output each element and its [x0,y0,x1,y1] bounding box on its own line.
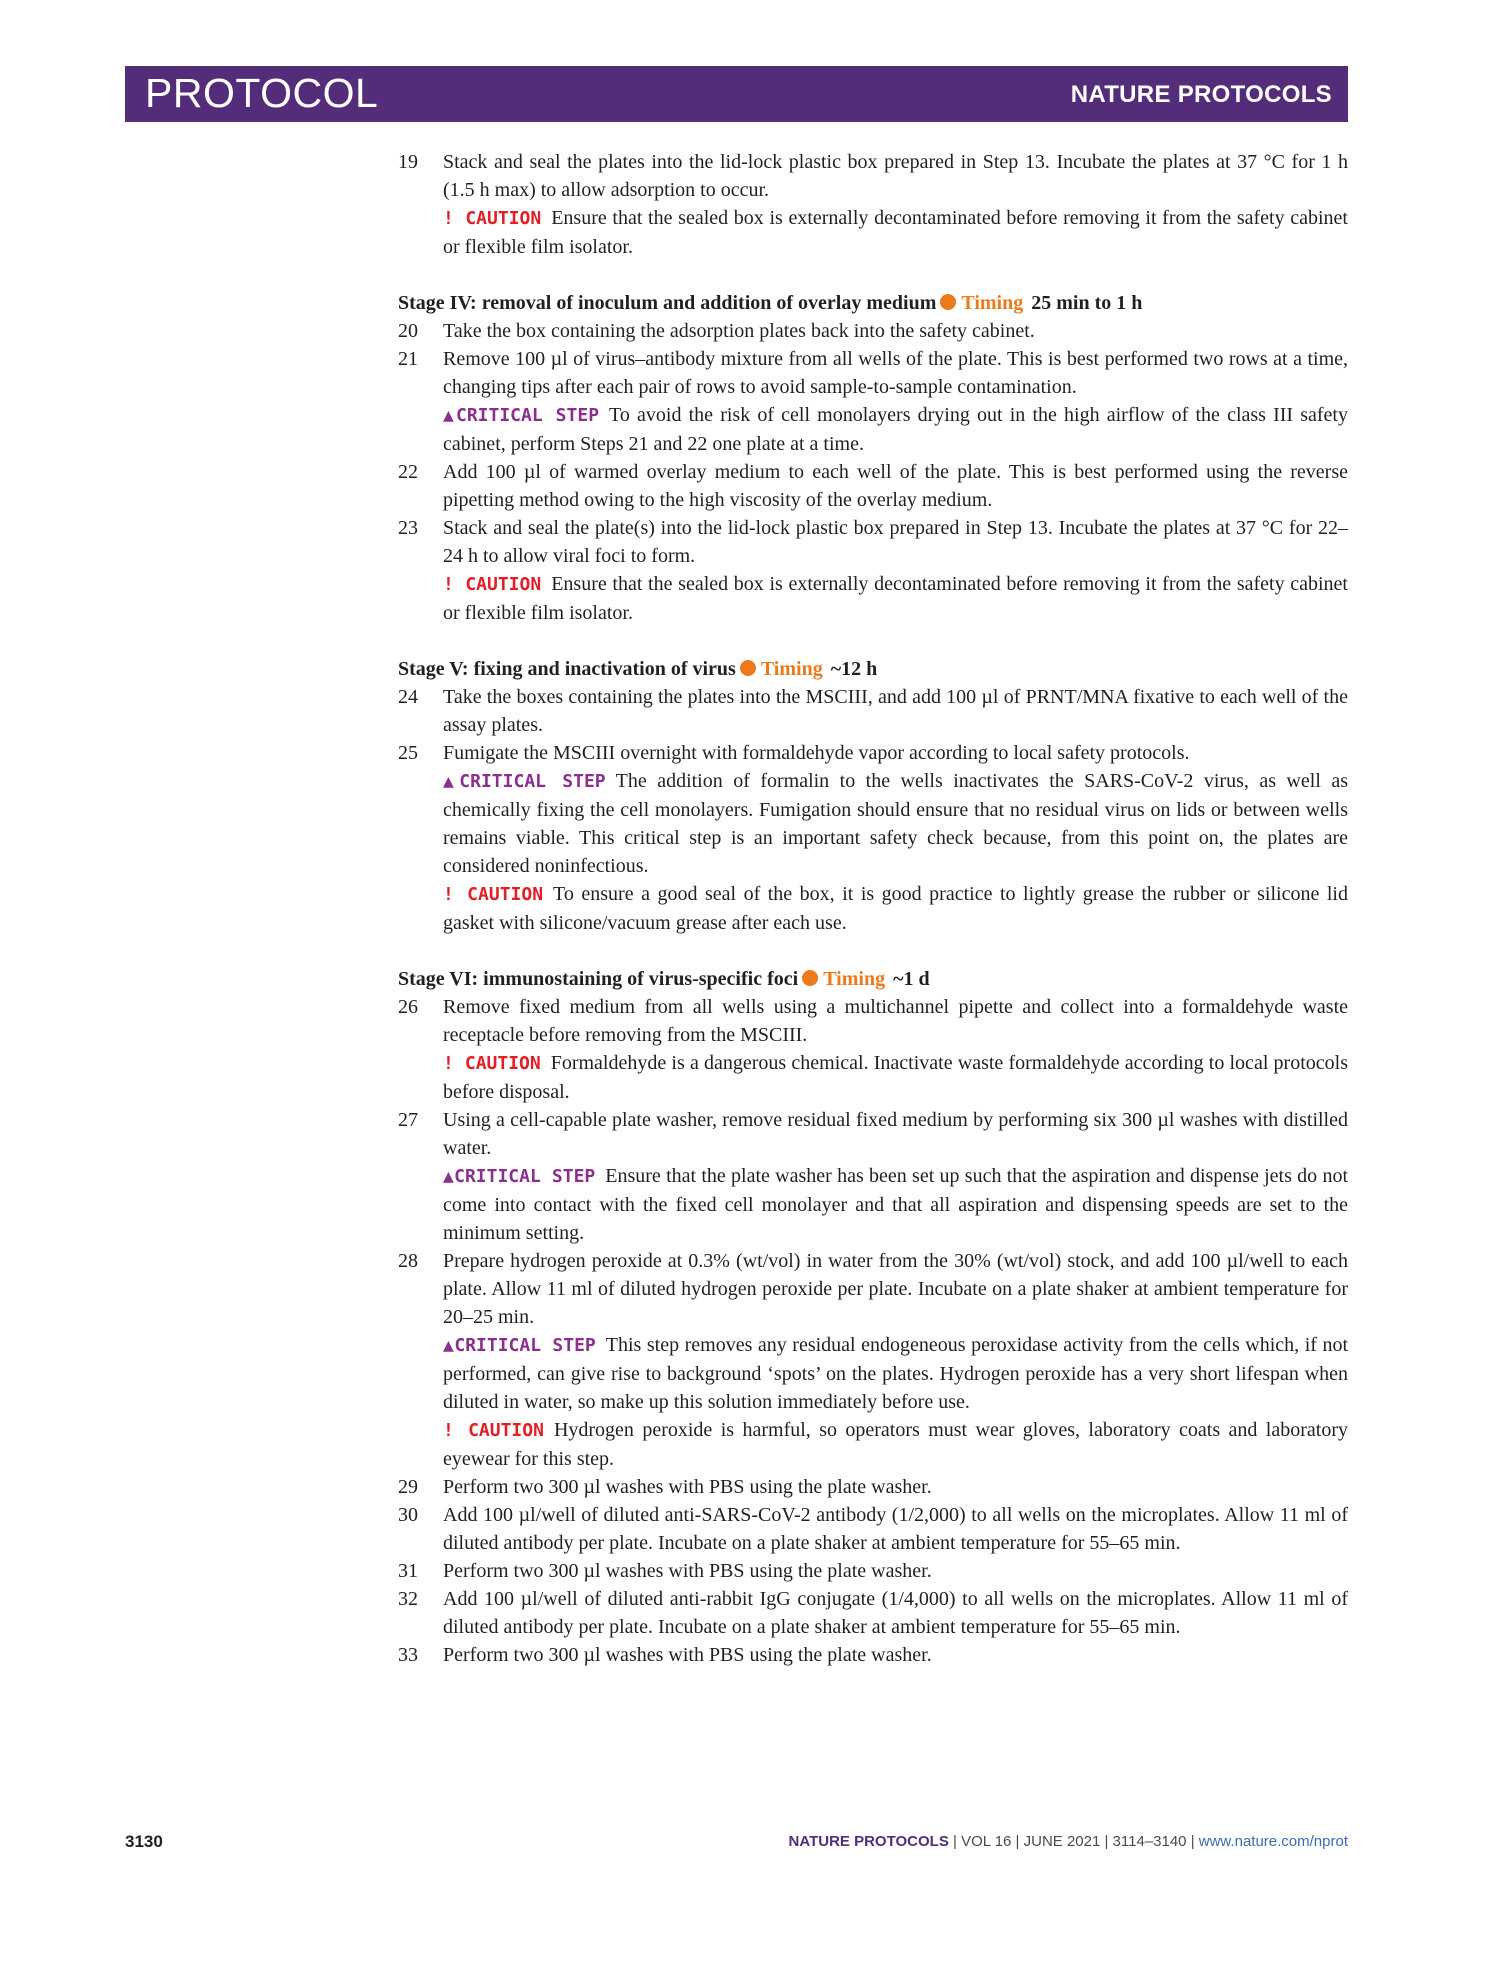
step-33 [398,1641,1348,1669]
caution-note [443,880,1348,937]
stage-title: Stage IV: removal of inoculum and addition of overlay medium [398,292,937,314]
step-text: Stack and seal the plates into the lid-lock plastic box prepared in Step 13. Incubate the plates at 37 °C for 1 h (1.5 h max) to allow adsorption to occur. [443,151,1348,201]
timing-label: Timing [961,292,1024,314]
stage-duration: ~1 d [893,968,930,990]
caution-label: ! CAUTION [443,884,544,905]
footer-url-link[interactable]: www.nature.com/nprot [1198,1833,1348,1850]
step-text: Using a cell-capable plate washer, remove residual fixed medium by performing six 300 µl washes with distilled water. [443,1109,1348,1159]
step-text: Stack and seal the plate(s) into the lid-lock plastic box prepared in Step 13. Incubate the plates at 37 °C for 22–24 h to allow viral foci to form. [443,517,1348,567]
footer-journal: NATURE PROTOCOLS [788,1833,949,1850]
step-text: Prepare hydrogen peroxide at 0.3% (wt/vol) in water from the 30% (wt/vol) stock, and add 100 µl/well to each plate. Allow 11 ml of diluted hydrogen peroxide per plate. Incubate on a plate shaker at ambient temperature for 20–25 min. [443,1250,1348,1328]
step-text: Add 100 µl of warmed overlay medium to each well of the plate. This is best performed using the reverse pipetting method owing to the high viscosity of the overlay medium. [443,461,1348,511]
critical-note [443,401,1348,458]
step-number: 20 [398,320,418,342]
caution-text: Formaldehyde is a dangerous chemical. Inactivate waste formaldehyde according to local protocols before disposal. [443,1052,1348,1103]
step-25 [398,739,1348,767]
step-text: Perform two 300 µl washes with PBS using the plate washer. [443,1560,932,1582]
step-text: Perform two 300 µl washes with PBS using the plate washer. [443,1476,932,1498]
step-number: 30 [398,1504,418,1526]
step-text: Add 100 µl/well of diluted anti-rabbit IgG conjugate (1/4,000) to all wells on the microplates. Allow 11 ml of diluted antibody per plate. Incubate on a plate shaker at ambient temperature for 55–65 min. [443,1588,1348,1638]
step-30 [398,1501,1348,1557]
stage-heading [398,655,1348,683]
caution-note [443,570,1348,627]
step-number: 24 [398,686,418,708]
stage-title: Stage V: fixing and inactivation of virus [398,658,736,680]
critical-text: This step removes any residual endogeneous peroxidase activity from the cells which, if not performed, can give rise to background ‘spots’ on the plates. Hydrogen peroxide has a very short lifespan when diluted in water, so make up this solution immediately before use. [443,1334,1348,1413]
journal-name: NATURE PROTOCOLS [1070,81,1332,108]
step-text: Add 100 µl/well of diluted anti-SARS-CoV-2 antibody (1/2,000) to all wells on the microplates. Allow 11 ml of diluted antibody per plate. Incubate on a plate shaker at ambient temperature for 55–65 min. [443,1504,1348,1554]
critical-text: Ensure that the plate washer has been set up such that the aspiration and dispense jets do not come into contact with the fixed cell monolayer and that all aspiration and dispensing speeds are set to the minimum setting. [443,1165,1348,1244]
step-number: 31 [398,1560,418,1582]
critical-label: ▲CRITICAL STEP [443,1166,596,1187]
protocol-content [398,148,1348,1669]
critical-label: ▲CRITICAL STEP [443,771,606,792]
caution-label: ! CAUTION [443,208,542,229]
critical-label: ▲CRITICAL STEP [443,405,600,426]
step-number: 25 [398,742,418,764]
step-21 [398,345,1348,401]
step-text: Remove fixed medium from all wells using a multichannel pipette and collect into a formaldehyde waste receptacle before removing from the MSCIII. [443,996,1348,1046]
caution-note [443,204,1348,261]
step-24 [398,683,1348,739]
step-23 [398,514,1348,570]
step-text: Take the boxes containing the plates into the MSCIII, and add 100 µl of PRNT/MNA fixative to each well of the assay plates. [443,686,1348,736]
step-27 [398,1106,1348,1162]
stage-duration: 25 min to 1 h [1031,292,1143,314]
caution-label: ! CAUTION [443,1053,541,1074]
step-number: 27 [398,1109,418,1131]
caution-text: Ensure that the sealed box is externally decontaminated before removing it from the safety cabinet or flexible film isolator. [443,207,1348,258]
caution-label: ! CAUTION [443,1420,544,1441]
caution-label: ! CAUTION [443,574,542,595]
critical-note [443,767,1348,880]
page-number: 3130 [125,1832,163,1851]
timing-dot-icon [940,294,956,310]
step-26 [398,993,1348,1049]
caution-note [443,1416,1348,1473]
step-number: 19 [398,151,418,173]
stage-heading [398,965,1348,993]
stage-title: Stage VI: immunostaining of virus-specific foci [398,968,799,990]
footer-volume: | VOL 16 | JUNE 2021 | 3114–3140 | [953,1833,1195,1850]
step-number: 32 [398,1588,418,1610]
step-22 [398,458,1348,514]
timing-dot-icon [740,660,756,676]
timing-label: Timing [760,658,823,680]
step-number: 21 [398,348,418,370]
step-number: 22 [398,461,418,483]
stage-heading [398,289,1348,317]
step-number: 26 [398,996,418,1018]
caution-note [443,1049,1348,1106]
step-number: 33 [398,1644,418,1666]
step-text: Take the box containing the adsorption plates back into the safety cabinet. [443,320,1035,342]
caution-text: To ensure a good seal of the box, it is good practice to lightly grease the rubber or silicone lid gasket with silicone/vacuum grease after each use. [443,883,1348,934]
step-number: 28 [398,1250,418,1272]
critical-note [443,1331,1348,1416]
timing-dot-icon [802,970,818,986]
caution-text: Ensure that the sealed box is externally decontaminated before removing it from the safety cabinet or flexible film isolator. [443,573,1348,624]
footer-citation [789,1833,1348,1850]
step-number: 29 [398,1476,418,1498]
step-text: Remove 100 µl of virus–antibody mixture from all wells of the plate. This is best performed two rows at a time, changing tips after each pair of rows to avoid sample-to-sample contamination. [443,348,1348,398]
step-32 [398,1585,1348,1641]
caution-text: Hydrogen peroxide is harmful, so operators must wear gloves, laboratory coats and laboratory eyewear for this step. [443,1419,1348,1470]
section-label: PROTOCOL [145,70,379,116]
step-number: 23 [398,517,418,539]
critical-text: The addition of formalin to the wells inactivates the SARS-CoV-2 virus, as well as chemically fixing the cell monolayers. Fumigation should ensure that no residual virus on lids or between wells remains viable. This critical step is an important safety check because, from this point on, the plates are considered noninfectious. [443,770,1348,877]
critical-text: To avoid the risk of cell monolayers drying out in the high airflow of the class III safety cabinet, perform Steps 21 and 22 one plate at a time. [443,404,1348,455]
header-banner [125,66,1348,122]
step-31 [398,1557,1348,1585]
step-28 [398,1247,1348,1331]
step-text: Perform two 300 µl washes with PBS using the plate washer. [443,1644,932,1666]
timing-label: Timing [823,968,886,990]
step-29 [398,1473,1348,1501]
step-20 [398,317,1348,345]
stage-duration: ~12 h [830,658,878,680]
critical-note [443,1162,1348,1247]
step-text: Fumigate the MSCIII overnight with formaldehyde vapor according to local safety protocols. [443,742,1190,764]
step-19 [398,148,1348,204]
critical-label: ▲CRITICAL STEP [443,1335,596,1356]
